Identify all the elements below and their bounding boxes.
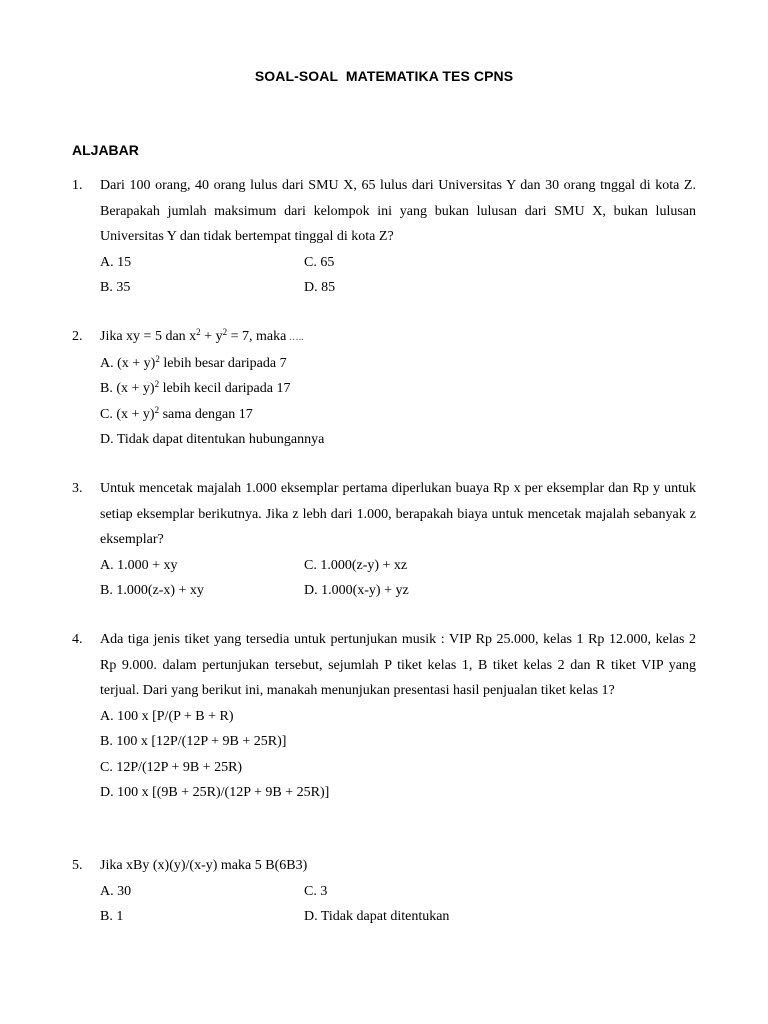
option-a: A. 15 [100,254,132,270]
option-a: A. 30 [100,883,132,899]
question-5 [72,853,696,930]
document-title: SOAL-SOAL MATEMATIKA TES CPNS [254,68,514,84]
question-3 [72,476,696,604]
option-b: B. 100 x [12P/(12P + 9B + 25R)] [100,734,287,749]
option-b: B. 35 [100,280,131,295]
option-a: A. 1.000 + xy [100,557,178,573]
section-heading: ALJABAR [72,142,139,158]
option-d: D. Tidak dapat ditentukan hubungannya [100,432,325,447]
option-c: C. 3 [304,883,328,899]
question-number: 1. [72,178,83,193]
option-d: D. 85 [304,280,336,295]
question-text: Ada tiga jenis tiket yang tersedia untuk pertunjukan musik : VIP Rp 25.000, kelas 1 Rp 12.000, kelas 2 Rp 9.000. dalam pertunjukan tersebut, sejumlah P tiket kelas 1, B tiket kelas 2 dan R tiket VIP yang terjual. Dari yang berikut ini, manakah menunjukan presentasi hasil penjualan tiket kelas 1? [100,632,696,698]
question-number: 4. [72,632,83,647]
question-1 [72,173,696,301]
option-d: D. 1.000(x-y) + yz [304,583,409,598]
question-number: 2. [72,329,83,344]
ellipsis: ….. [286,332,304,343]
option-b: B. 1 [100,909,124,924]
question-text: Jika xBy (x)(y)/(x-y) maka 5 B(6B3) [100,858,308,873]
option-b: B. $(x + y)^2$ lebih kecil daripada 17 [100,379,291,396]
option-b: B. 1.000(z-x) + xy [100,583,204,598]
question-text: Jika xy = 5 dan $x^2 + y^2 = 7$, maka ….. [100,327,304,344]
option-a: A. $(x + y)^2$ lebih besar daripada 7 [100,353,287,371]
question-text: Dari 100 orang, 40 orang lulus dari SMU X, 65 lulus dari Universitas Y dan 30 orang tnggal di kota Z. Berapakah jumlah maksimum dari kelompok ini yang bukan lulusan dari SMU X, bukan lulusan Universitas Y dan tidak bertempat tinggal di kota Z? [100,178,696,244]
question-4 [72,627,696,806]
option-c: C. 65 [304,254,335,270]
question-text: Untuk mencetak majalah 1.000 eksemplar pertama diperlukan buaya Rp x per eksemplar dan Rp y untuk setiap eksemplar berikutnya. Jika z lebh dari 1.000, berapakah biaya untuk mencetak majalah sebanyak z eksemplar? [100,481,696,547]
question-number: 5. [72,858,83,873]
question-2 [72,324,696,453]
option-d: D. Tidak dapat ditentukan [304,909,450,924]
question-number: 3. [72,481,83,496]
option-c: C. 1.000(z-y) + xz [304,557,408,573]
option-d: D. 100 x [(9B + 25R)/(12P + 9B + 25R)] [100,785,330,800]
option-c: C. $(x + y)^2$ sama dengan 17 [100,404,253,422]
option-a: A. 100 x [P/(P + B + R) [100,708,234,724]
option-c: C. 12P/(12P + 9B + 25R) [100,759,243,775]
